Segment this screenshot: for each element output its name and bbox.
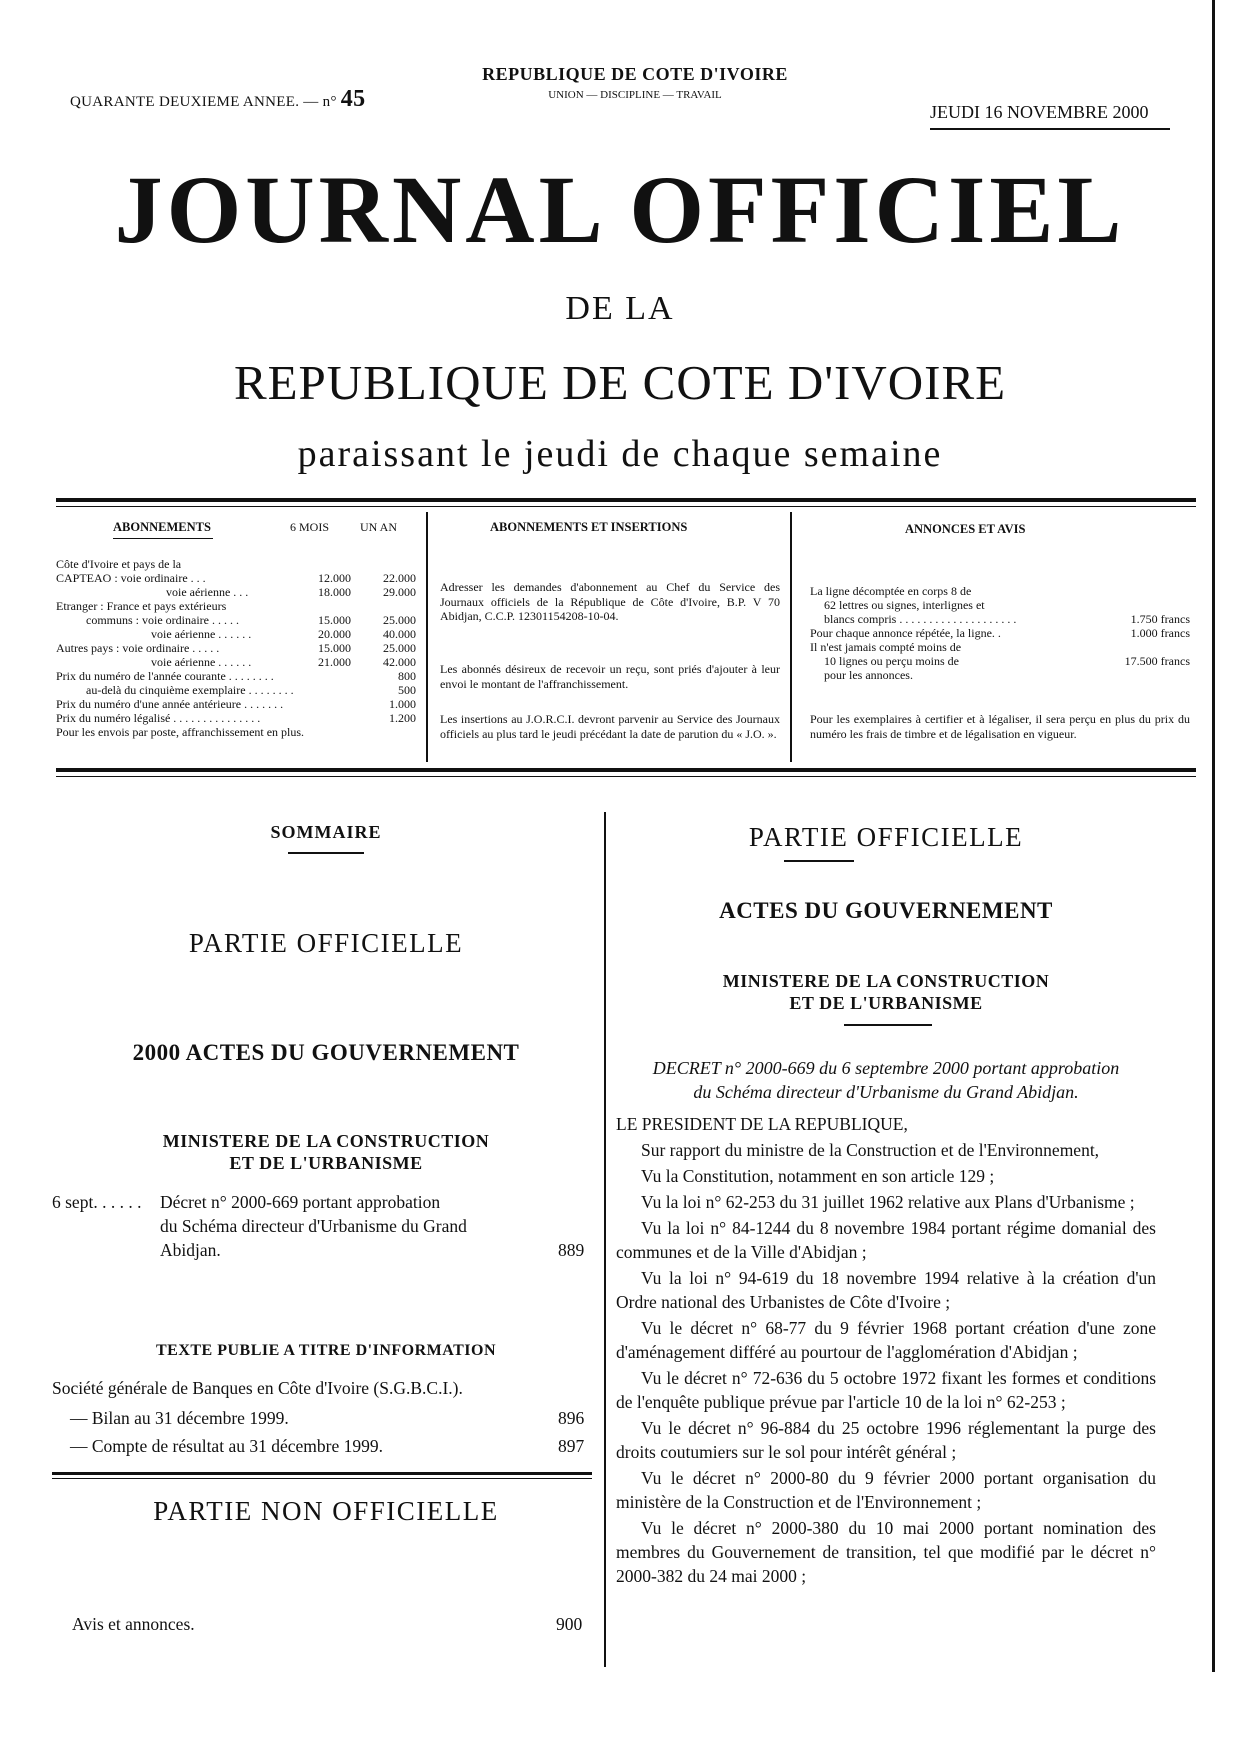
main-partie-officielle: PARTIE OFFICIELLE — [748, 822, 1024, 852]
subscription-row: communs : voie ordinaire . . . . . 15.000 25.000 — [86, 613, 416, 627]
sommaire-underline — [288, 852, 364, 854]
toc-entry-text: Décret n° 2000-669 portant approbation du Schéma directeur d'Urbanisme du Grand Abidjan. — [160, 1192, 467, 1260]
header-rule-bottom — [56, 768, 1196, 772]
issue-info — [70, 86, 365, 113]
subscription-row: Prix du numéro de l'année courante . . . . . . . . 800 — [56, 669, 416, 683]
sommaire-ministere: MINISTERE DE LA CONSTRUCTION ET DE L'URBANISME — [162, 1131, 490, 1173]
decret-title: DECRET n° 2000-669 du 6 septembre 2000 portant approbation du Schéma directeur d'Urbanisme du Grand Abidjan. — [652, 1058, 1120, 1102]
header-rule-top-thin — [56, 506, 1196, 507]
subscriptions-heading: ABONNEMENTS — [113, 520, 211, 534]
annonces-heading: ANNONCES ET AVIS — [905, 522, 1026, 536]
toc-page: 889 — [558, 1240, 585, 1260]
issue-date: JEUDI 16 NOVEMBRE 2000 — [930, 102, 1149, 122]
col-unan: UN AN — [360, 520, 398, 534]
subscription-row: CAPTEAO : voie ordinaire . . . 12.000 22.000 — [56, 571, 416, 585]
national-motto: UNION — DISCIPLINE — TRAVAIL — [548, 89, 722, 101]
sommaire-actes: 2000 ACTES DU GOUVERNEMENT — [132, 1040, 520, 1065]
header-rule-bottom-thin — [56, 776, 1196, 777]
subscription-row: Pour les envois par poste, affranchissement en plus. — [56, 725, 305, 739]
president-line: LE PRESIDENT DE LA REPUBLIQUE, — [616, 1114, 908, 1134]
publication-frequency: paraissant le jeudi de chaque semaine — [297, 433, 943, 475]
masthead-de-la: DE LA — [565, 290, 675, 327]
annonce-line: pour les annonces. — [824, 668, 913, 682]
toc-entry-avis[interactable]: Avis et annonces. 900 — [72, 1614, 583, 1634]
annonce-line: La ligne décomptée en corps 8 de — [810, 584, 972, 598]
main-ministere-underline — [844, 1024, 932, 1026]
annonce-line: Pour chaque annonce répétée, la ligne. . 1.000 francs — [810, 626, 1190, 640]
subscription-row: Côte d'Ivoire et pays de la — [56, 557, 182, 571]
visa: Vu le décret n° 96-884 du 25 octobre 1996 réglementant la purge des droits coutumiers sur le sol pour intérêt général ; — [616, 1418, 1156, 1462]
partie-non-rule-thin — [52, 1478, 592, 1479]
main-partie-underline — [784, 860, 854, 862]
visa: Vu le décret n° 2000-80 du 9 février 2000 portant organisation du ministère de la Construction et de l'Environnement ; — [616, 1468, 1156, 1512]
page-right-border — [1212, 0, 1215, 1672]
visa: Sur rapport du ministre de la Construction et de l'Environnement, — [641, 1140, 1100, 1160]
subscription-row: voie aérienne . . . 18.000 29.000 — [166, 585, 416, 599]
annonce-line: Il n'est jamais compté moins de — [810, 640, 962, 654]
texte-publie-heading: TEXTE PUBLIE A TITRE D'INFORMATION — [155, 1342, 497, 1359]
annonce-line: 62 lettres ou signes, interlignes et — [824, 598, 985, 612]
subscription-row: voie aérienne . . . . . . 21.000 42.000 — [151, 655, 416, 669]
toc-entry-compte[interactable]: — Compte de résultat au 31 décembre 1999. 897 — [70, 1436, 585, 1456]
visa: Vu le décret n° 72-636 du 5 octobre 1972 fixant les formes et conditions de l'enquête publique prévue par l'article 10 de la loi n° 62-253 ; — [616, 1368, 1156, 1412]
visa: Vu le décret n° 2000-380 du 10 mai 2000 portant nomination des membres du Gouvernement de transition, tel que modifié par le décret n° 2000-382 du 24 mai 2000 ; — [616, 1518, 1156, 1586]
issue-number: 45 — [340, 86, 366, 112]
subscription-row: Prix du numéro légalisé . . . . . . . . . . . . . . . 1.200 — [56, 711, 416, 725]
header-rule-top — [56, 498, 1196, 502]
visa: Vu la loi n° 62-253 du 31 juillet 1962 relative aux Plans d'Urbanisme ; — [641, 1192, 1135, 1212]
toc-date: 6 sept. . . . . . — [52, 1192, 142, 1212]
insertions-deadline: Les insertions au J.O.R.C.I. devront parvenir au Service des Journaux officiels au plus tard le jeudi précédant la date de parution du « J.O. ». — [440, 712, 780, 741]
sommaire-partie-officielle: PARTIE OFFICIELLE — [188, 928, 464, 958]
annonce-line: blancs compris . . . . . . . . . . . . . . . . . . . . 1.750 francs — [824, 612, 1190, 626]
heading-underline — [113, 538, 213, 539]
republic-name: REPUBLIQUE DE COTE D'IVOIRE — [482, 64, 788, 84]
partie-non-officielle: PARTIE NON OFFICIELLE — [153, 1496, 499, 1526]
subscription-row: Etranger : France et pays extérieurs — [56, 599, 227, 613]
toc-entry-bilan[interactable]: — Bilan au 31 décembre 1999. 896 — [70, 1408, 585, 1428]
box-divider-2 — [790, 512, 792, 762]
subscription-row: au-delà du cinquième exemplaire . . . . . . . . 500 — [86, 683, 416, 697]
subscription-row: voie aérienne . . . . . . 20.000 40.000 — [151, 627, 416, 641]
partie-non-rule — [52, 1472, 592, 1475]
republic-header — [440, 64, 830, 101]
insertions-receipt: Les abonnés désireux de recevoir un reçu, sont priés d'ajouter à leur envoi le montant de l'affranchissement. — [440, 662, 780, 691]
box-divider-1 — [426, 512, 428, 762]
societe-name: Société générale de Banques en Côte d'Ivoire (S.G.B.C.I.). — [52, 1378, 463, 1398]
visa: Vu la loi n° 94-619 du 18 novembre 1994 relative à la création d'un Ordre national des Urbanistes de Côte d'Ivoire ; — [616, 1268, 1156, 1312]
col-6mois: 6 MOIS — [290, 520, 330, 534]
subscription-row: Autres pays : voie ordinaire . . . . . 15.000 25.000 — [56, 641, 416, 655]
masthead-title: JOURNAL OFFICIEL — [114, 156, 1126, 263]
visa: Vu la Constitution, notamment en son article 129 ; — [641, 1166, 995, 1186]
year-label: QUARANTE DEUXIEME ANNEE. — n° — [70, 94, 337, 110]
annonces-note: Pour les exemplaires à certifier et à légaliser, il sera perçu en plus du prix du numéro les frais de timbre et de légalisation en vigueur. — [810, 712, 1190, 741]
subscription-row: Prix du numéro d'une année antérieure . . . . . . . 1.000 — [56, 697, 416, 711]
decret-body — [616, 1112, 1156, 1590]
masthead-country: REPUBLIQUE DE COTE D'IVOIRE — [233, 355, 1007, 410]
main-actes: ACTES DU GOUVERNEMENT — [719, 898, 1053, 923]
date-underline — [930, 128, 1170, 130]
annonce-line: 10 lignes ou perçu moins de 17.500 francs — [824, 654, 1190, 668]
insertions-heading: ABONNEMENTS ET INSERTIONS — [490, 520, 688, 534]
visa: Vu le décret n° 68-77 du 9 février 1968 portant création d'une zone d'aménagement différé au pourtour de l'agglomération d'Abidjan ; — [616, 1318, 1156, 1362]
sommaire-title: SOMMAIRE — [270, 822, 382, 842]
main-ministere: MINISTERE DE LA CONSTRUCTION ET DE L'URBANISME — [722, 971, 1050, 1013]
visa: Vu la loi n° 84-1244 du 8 novembre 1984 portant régime domanial des communes et de la Ville d'Abidjan ; — [616, 1218, 1156, 1262]
insertions-address: Adresser les demandes d'abonnement au Chef du Service des Journaux officiels de la République de Côte d'Ivoire, B.P. V 70 Abidjan, C.C.P. 12301154208-10-04. — [440, 580, 780, 623]
column-divider — [604, 812, 606, 1667]
